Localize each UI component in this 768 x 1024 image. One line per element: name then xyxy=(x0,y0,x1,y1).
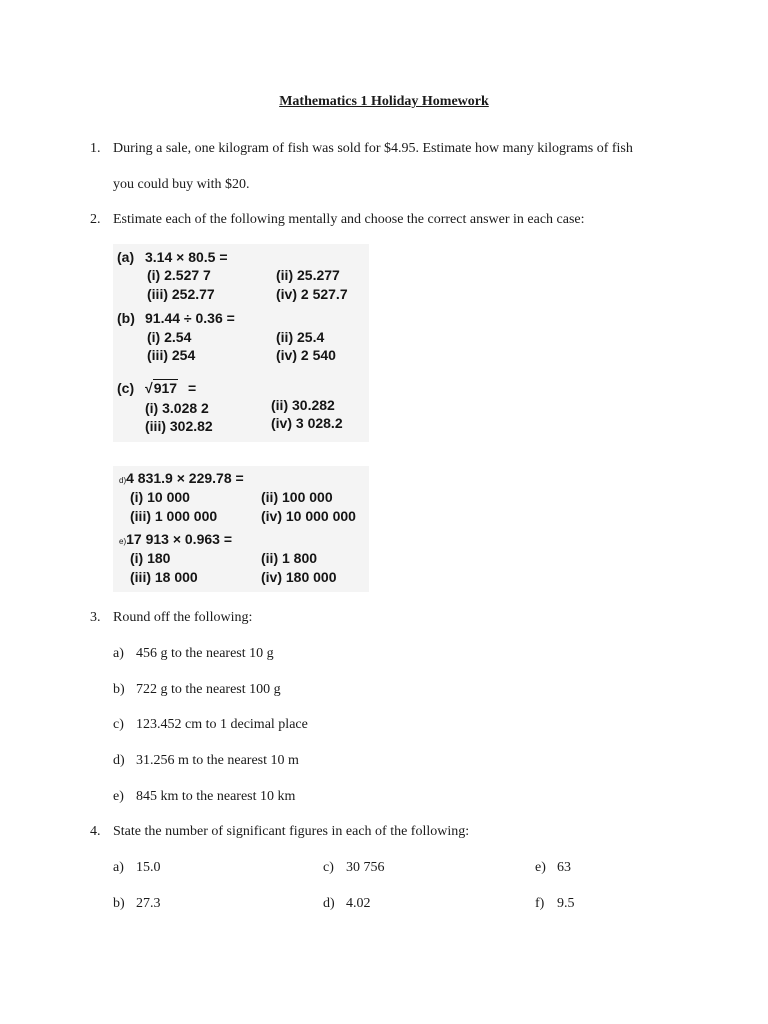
question-2-text: Estimate each of the following mentally and choose the correct answer in each case: xyxy=(113,212,585,227)
part-e-expression: 17 913 × 0.963 = xyxy=(126,531,232,547)
q4-item-f-text: 9.5 xyxy=(557,896,575,911)
q3-item-c-text: 123.452 cm to 1 decimal place xyxy=(136,717,308,732)
page-title: Mathematics 1 Holiday Homework xyxy=(279,94,489,109)
part-c-option-ii: (ii) 30.282 xyxy=(271,397,335,413)
q4-item-b-text: 27.3 xyxy=(136,896,161,911)
part-c-option-iv: (iv) 3 028.2 xyxy=(271,415,343,431)
q3-item-c-label: c) xyxy=(113,717,124,732)
part-c-option-iii: (iii) 302.82 xyxy=(145,418,213,434)
part-c-equals: = xyxy=(187,380,197,396)
q3-item-e-label: e) xyxy=(113,789,124,804)
part-e-option-iii: (iii) 18 000 xyxy=(130,569,198,585)
part-c-label: (c) xyxy=(117,380,135,396)
part-c-expression xyxy=(145,380,196,396)
part-a-label: (a) xyxy=(117,249,135,265)
q4-item-e-label: e) xyxy=(535,860,546,875)
part-a-expression: 3.14 × 80.5 = xyxy=(145,249,228,265)
square-root-symbol: √ xyxy=(145,380,153,396)
part-d-label: d) xyxy=(119,476,127,485)
part-b-label: (b) xyxy=(117,310,135,326)
q3-item-d-label: d) xyxy=(113,753,125,768)
q4-item-d-text: 4.02 xyxy=(346,896,371,911)
q3-item-d-text: 31.256 m to the nearest 10 m xyxy=(136,753,299,768)
question-1-text-line1: During a sale, one kilogram of fish was sold for $4.95. Estimate how many kilograms of fish xyxy=(113,141,633,156)
part-d-option-i: (i) 10 000 xyxy=(130,489,190,505)
part-a-option-iii: (iii) 252.77 xyxy=(147,286,215,302)
q3-item-a-text: 456 g to the nearest 10 g xyxy=(136,646,274,661)
question-4-text: State the number of significant figures in each of the following: xyxy=(113,824,470,839)
part-d-row xyxy=(119,470,244,486)
part-b-expression: 91.44 ÷ 0.36 = xyxy=(145,310,235,326)
part-e-row xyxy=(119,531,232,547)
question-1-text-line2: you could buy with $20. xyxy=(113,177,250,192)
question-3-text: Round off the following: xyxy=(113,610,253,625)
question-4-number: 4. xyxy=(90,824,101,839)
question-2-number: 2. xyxy=(90,212,101,227)
q3-item-b-text: 722 g to the nearest 100 g xyxy=(136,682,281,697)
question-1-number: 1. xyxy=(90,141,101,156)
part-a-option-iv: (iv) 2 527.7 xyxy=(276,286,348,302)
q4-item-a-text: 15.0 xyxy=(136,860,161,875)
q4-item-b-label: b) xyxy=(113,896,125,911)
question-2-scan-block-1 xyxy=(113,244,369,442)
part-b-option-i: (i) 2.54 xyxy=(147,329,192,345)
q3-item-b-label: b) xyxy=(113,682,125,697)
part-e-label: e) xyxy=(119,537,127,546)
q4-item-e-text: 63 xyxy=(557,860,571,875)
q3-item-e-text: 845 km to the nearest 10 km xyxy=(136,789,296,804)
part-b-option-iv: (iv) 2 540 xyxy=(276,347,336,363)
part-d-option-iii: (iii) 1 000 000 xyxy=(130,508,218,524)
q4-item-a-label: a) xyxy=(113,860,124,875)
part-d-expression: 4 831.9 × 229.78 = xyxy=(126,470,244,486)
part-c-option-i: (i) 3.028 2 xyxy=(145,400,209,416)
q4-item-c-label: c) xyxy=(323,860,334,875)
part-e-option-i: (i) 180 xyxy=(130,550,171,566)
part-b-option-iii: (iii) 254 xyxy=(147,347,196,363)
q4-item-c-text: 30 756 xyxy=(346,860,385,875)
q4-item-f-label: f) xyxy=(535,896,545,911)
part-e-option-iv: (iv) 180 000 xyxy=(261,569,337,585)
question-3-number: 3. xyxy=(90,610,101,625)
part-a-option-i: (i) 2.527 7 xyxy=(147,267,211,283)
q4-item-d-label: d) xyxy=(323,896,335,911)
part-b-option-ii: (ii) 25.4 xyxy=(276,329,325,345)
q3-item-a-label: a) xyxy=(113,646,124,661)
part-c-radicand: 917 xyxy=(153,380,178,396)
part-d-option-ii: (ii) 100 000 xyxy=(261,489,333,505)
part-a-option-ii: (ii) 25.277 xyxy=(276,267,340,283)
part-d-option-iv: (iv) 10 000 000 xyxy=(261,508,356,524)
question-2-scan-block-2 xyxy=(113,466,369,592)
part-e-option-ii: (ii) 1 800 xyxy=(261,550,318,566)
